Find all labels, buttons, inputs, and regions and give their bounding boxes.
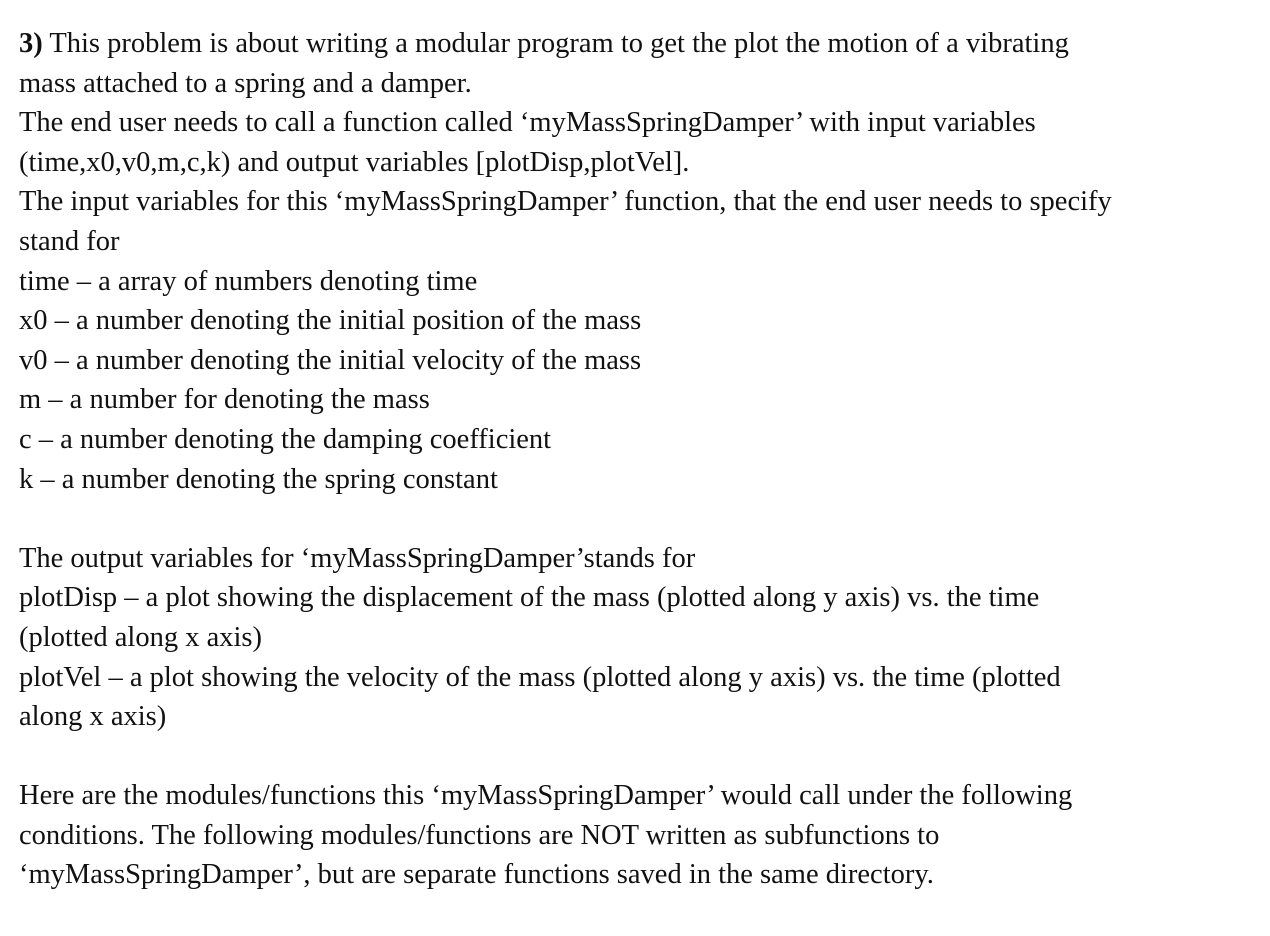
problem-intro-line-1 — [19, 24, 1264, 64]
problem-intro-line-3: The end user needs to call a function called ‘myMassSpringDamper’ with input variables — [19, 107, 1036, 139]
modules-line-2: conditions. The following modules/functions are NOT written as subfunctions to — [19, 819, 940, 851]
problem-intro-line-4: (time,x0,v0,m,c,k) and output variables [plotDisp,plotVel]. — [19, 146, 690, 178]
output-variable-plotdisp-cont: (plotted along x axis) — [19, 621, 262, 653]
output-variable-plotvel: plotVel – a plot showing the velocity of the mass (plotted along y axis) vs. the time (plotted — [19, 661, 1061, 693]
problem-document — [19, 24, 1264, 895]
problem-number: 3) — [19, 28, 43, 59]
input-variable-k: k – a number denoting the spring constant — [19, 463, 498, 495]
output-heading: The output variables for ‘myMassSpringDamper’stands for — [19, 542, 696, 574]
intro-text: This problem is about writing a modular program to get the plot the motion of a vibrating — [42, 28, 1069, 59]
paragraph-spacer — [19, 737, 1264, 777]
modules-line-1: Here are the modules/functions this ‘myMassSpringDamper’ would call under the following — [19, 780, 1073, 812]
input-variable-v0: v0 – a number denoting the initial velocity of the mass — [19, 344, 642, 376]
output-variable-plotvel-cont: along x axis) — [19, 701, 167, 733]
input-variable-c: c – a number denoting the damping coefficient — [19, 423, 552, 455]
modules-line-3: ‘myMassSpringDamper’, but are separate functions saved in the same directory. — [19, 859, 934, 891]
input-variable-x0: x0 – a number denoting the initial position of the mass — [19, 305, 642, 337]
input-variable-time: time – a array of numbers denoting time — [19, 265, 478, 297]
problem-intro-line-5: The input variables for this ‘myMassSpringDamper’ function, that the end user needs to specify — [19, 186, 1112, 218]
paragraph-spacer — [19, 499, 1264, 539]
problem-intro-line-6: stand for — [19, 225, 120, 257]
input-variable-m: m – a number for denoting the mass — [19, 384, 430, 416]
problem-intro-line-2: mass attached to a spring and a damper. — [19, 67, 472, 99]
output-variable-plotdisp: plotDisp – a plot showing the displacement of the mass (plotted along y axis) vs. the time — [19, 582, 1040, 614]
